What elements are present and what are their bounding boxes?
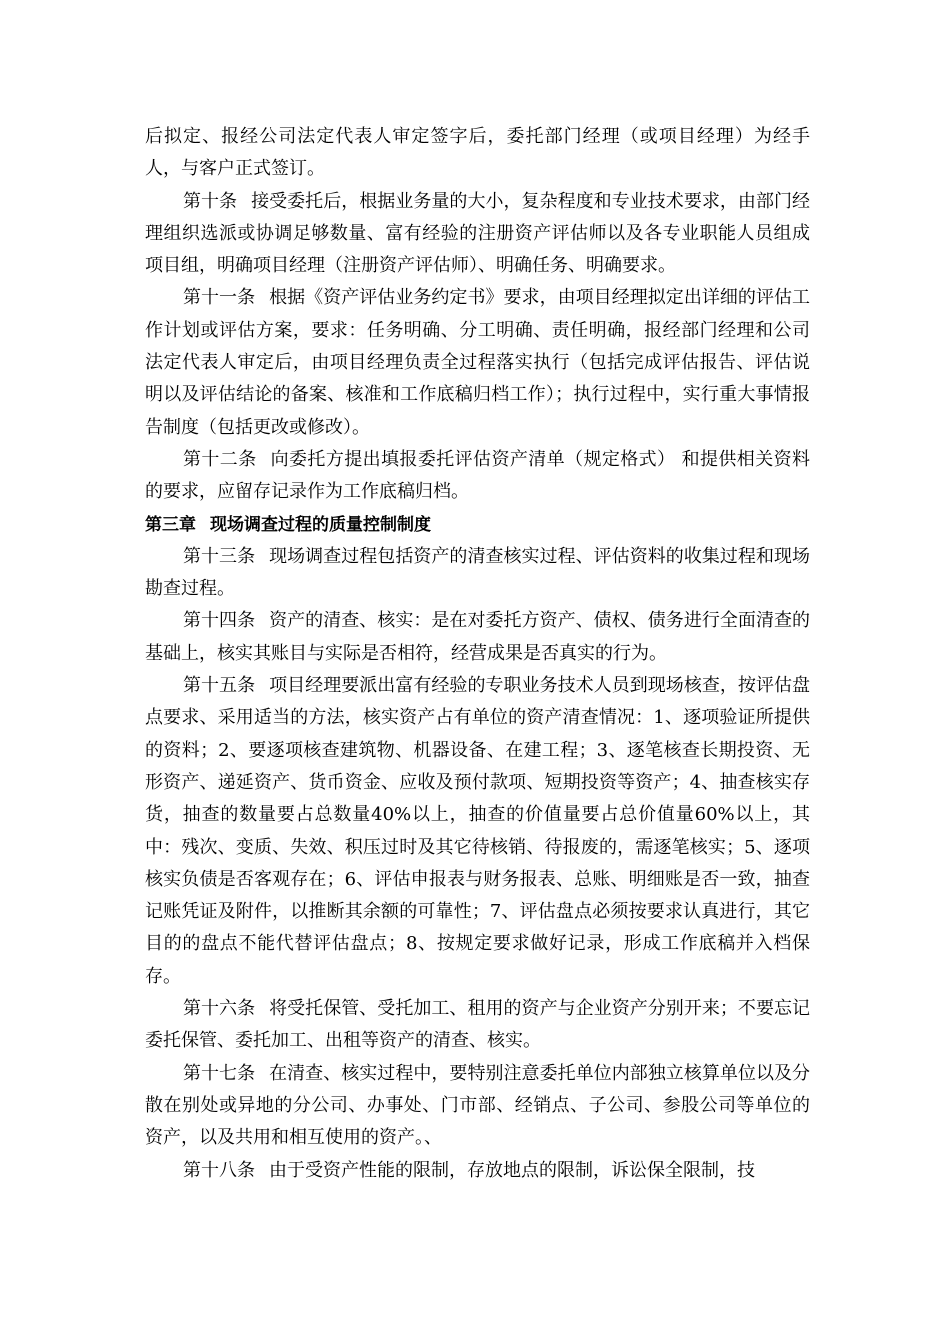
article-14 [145,605,810,670]
article-text: 项目经理要派出富有经验的专职业务技术人员到现场核查，按评估盘点要求、采用适当的方法，核实资产占有单位的资产清查情况：1、逐项验证所提供的资料；2、要逐项核查建筑物、机器设备、在建工程；3、逐笔核查长期投资、无形资产、递延资产、货币资金、应收及预付款项、短期投资等资产；4、抽查核实存货，抽查的数量要占总数量40%以上，抽查的价值量要占总价值量60%以上，其中：残次、变质、失效、积压过时及其它待核销、待报废的，需逐笔核实；5、逐项核实负债是否客观存在；6、评估申报表与财务报表、总账、明细账是否一致，抽查记账凭证及附件，以推断其余额的可靠性；7、评估盘点必须按要求认真进行，其它目的的盘点不能代替评估盘点；8、按规定要求做好记录，形成工作底稿并入档保存。 [145,675,811,987]
article-text: 资产的清查、核实：是在对委托方资产、债权、债务进行全面清查的基础上，核实其账目与实际是否相符，经营成果是否真实的行为。 [145,610,811,664]
article-text: 由于受资产性能的限制，存放地点的限制，诉讼保全限制，技 [269,1159,755,1181]
article-text: 向委托方提出填报委托评估资产清单（规定格式） 和提供相关资料的要求，应留存记录作为工作底稿归档。 [145,448,810,503]
article-number: 第十四条 [183,610,256,632]
article-number: 第十条 [183,190,238,212]
article-text: 在清查、核实过程中，要特别注意委托单位内部独立核算单位以及分散在别处或异地的分公司、办事处、门市部、经销点、子公司、参股公司等单位的资产，以及共用和相互使用的资产。、 [145,1062,811,1149]
article-number: 第十七条 [183,1062,256,1084]
article-13 [145,541,810,606]
article-number: 第十八条 [183,1159,255,1181]
article-number: 第十五条 [183,675,256,697]
article-18 [145,1155,810,1187]
article-number: 第十六条 [183,998,256,1020]
article-text: 现场调查过程包括资产的清查核实过程、评估资料的收集过程和现场勘查过程。 [145,545,811,600]
article-17 [145,1058,810,1155]
article-text: 接受委托后，根据业务量的大小，复杂程度和专业技术要求，由部门经理组织选派或协调足够数量、富有经验的注册资产评估师以及各专业职能人员组成项目组，明确项目经理（注册资产评估师）、明确任务、明确要求。 [145,190,810,277]
article-12 [145,444,810,509]
paragraph-text: 后拟定、报经公司法定代表人审定签字后，委托部门经理（或项目经理）为经手人，与客户正式签订。 [145,126,810,180]
article-16 [145,993,810,1058]
article-number: 第十一条 [183,287,256,309]
paragraph-continuation [145,121,810,186]
article-11 [145,282,810,443]
article-number: 第十三条 [183,545,256,567]
chapter-number: 第三章 [145,514,196,535]
article-10 [145,186,810,283]
article-text: 将受托保管、受托加工、租用的资产与企业资产分别开来；不要忘记委托保管、委托加工、出租等资产的清查、核实。 [145,998,811,1052]
chapter-title: 现场调查过程的质量控制制度 [210,514,431,535]
article-text: 根据《资产评估业务约定书》要求，由项目经理拟定出详细的评估工作计划或评估方案，要求：任务明确、分工明确、责任明确，报经部门经理和公司法定代表人审定后，由项目经理负责全过程落实执行（包括完成评估报告、评估说明以及评估结论的备案、核准和工作底稿归档工作）；执行过程中，实行重大事情报告制度（包括更改或修改）。 [145,287,811,438]
article-15 [145,670,810,993]
article-number: 第十二条 [183,448,257,470]
document-body [145,121,810,1187]
chapter-3-heading [145,509,810,541]
